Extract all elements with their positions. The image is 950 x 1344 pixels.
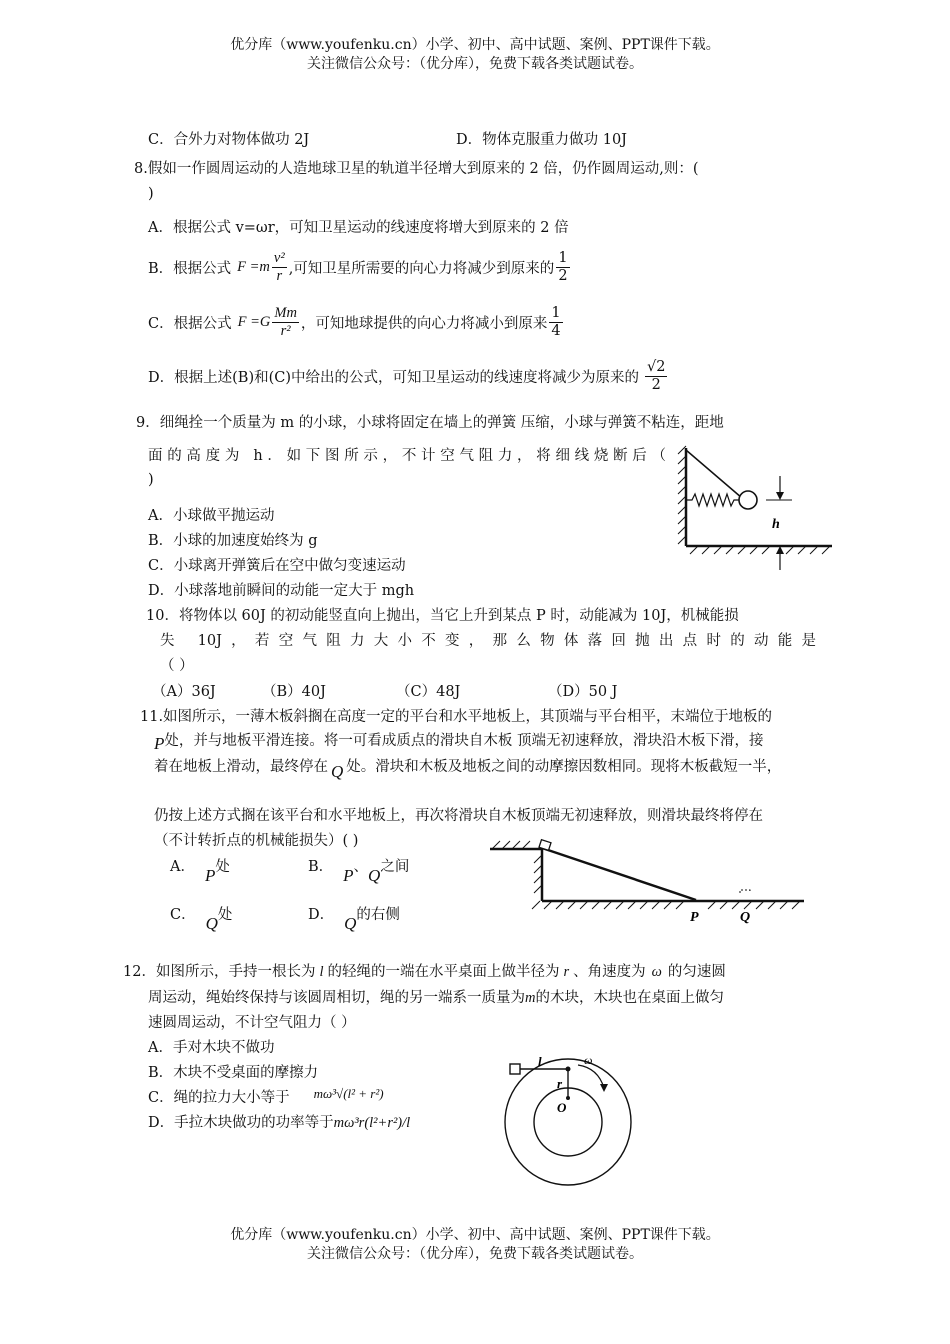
q7-option-c: C．合外力对物体做功 2J [148,132,310,148]
q12-label-l: l [538,1054,542,1069]
q9-option-c: C．小球离开弹簧后在空中做匀变速运动 [148,558,406,574]
footer-line-2: 关注微信公众号：（优分库），免费下载各类试题试卷。 [307,1246,643,1262]
q11-option-d [308,903,400,933]
q11-c-post: 处 [217,907,233,923]
q12-option-a: A．手对木块不做功 [148,1040,275,1056]
q8-c-den: r² [280,322,291,339]
q9-stem-line-2: 面的高度为 h．如下图所示，不计空气阻力，将细线烧断后（ [148,448,666,464]
q12-hand-point [566,1067,571,1072]
q10-stem-line-2: 失 10J，若空气阻力大小不变，那么物体落回抛出点时的动能是 [160,633,816,649]
q11-c-var: Q [205,914,218,933]
q12-var-l: l [319,964,324,980]
q11-a-var: P [204,866,216,885]
q11-a-post: 处 [215,859,230,875]
q8-b-pre: B．根据公式 [148,260,232,277]
q11-stem-line-3-pre: 着在地板上滑动，最终停在 [154,759,328,775]
q11-d-var: Q [344,914,357,933]
q8-c-ratio-num: 1 [551,304,561,321]
q12-center-point [566,1096,570,1100]
q9-label-h: h [772,517,780,532]
q12-stem2-a: 周运动，绳始终保持与该圆周相切，绳的另一端系一质量为 [148,990,525,1006]
q12-stem1-b: 的轻绳的一端在水平桌面上做半径为 [327,964,560,980]
q11-label-p: P [690,910,699,925]
q12-option-c [148,1086,384,1107]
q8-stem-end: ) [148,186,154,202]
q12-stem1-a: 12．如图所示，手持一根长为 [123,964,316,980]
q8-b-formula-fraction [272,250,287,285]
q10-option-a: （A）36J [152,684,216,700]
q8-option-b [148,246,572,288]
q12-stem-line-1 [123,960,726,981]
q8-c-formula-fraction [272,305,299,340]
q10-option-d: （D）50 J [548,684,618,700]
q9-stem-line-3: ) [148,472,154,488]
q8-d-ratio-num: √2 [647,358,666,375]
q9-option-b: B．小球的加速度始终为 g [148,533,318,549]
q10-stem-line-1: 10．将物体以 60J 的初动能竖直向上抛出，当它上升到某点 P 时，动能减为 10J，机械能损 [146,608,739,624]
q8-c-pre: C．根据公式 [148,315,232,332]
q11-c-pre: C． [170,907,196,923]
q12-stem2-b: 的木块，木块也在桌面上做匀 [535,990,724,1006]
q8-b-den: r [276,267,283,284]
q11-q-marker [740,890,750,893]
q7-option-d: D．物体克服重力做功 10J [456,132,627,148]
q12-stem1-d: 的匀速圆 [667,964,726,980]
q12-var-omega: ω [651,964,662,980]
q9-option-d: D．小球落地前瞬间的动能一定大于 mgh [148,583,415,599]
q8-c-formula-lhs: F =G [237,313,271,330]
q12-wood-block [510,1064,520,1074]
q8-d-ratio [645,359,667,394]
q11-board [542,848,696,900]
q9-option-a: A．小球做平抛运动 [148,508,275,524]
q9-ball [739,491,757,509]
q11-var-q: Q [331,762,344,781]
q12-stem-line-2 [148,986,724,1007]
q11-stem-line-3 [154,755,782,781]
q11-b-var1: P [343,866,354,885]
q11-b-pre: B． [308,859,334,875]
q11-stem-line-4: 仍按上述方式搁在该平台和水平地板上，再次将滑块自木板顶端无初速释放，则滑块最终将停在 [154,808,763,824]
q11-d-pre: D． [308,907,335,923]
q11-a-pre: A． [170,859,195,875]
q12-d-formula: mω³r(l²+r²)/l [333,1115,411,1131]
q10-option-b: （B）40J [262,684,326,700]
q9-spring [686,494,740,506]
q11-incline-figure [488,835,806,927]
q11-stem-line-5: （不计转折点的机械能损失）( ) [154,833,359,849]
q11-b-post: 之间 [380,859,410,875]
q11-b-sep: 、 [353,859,369,875]
q8-b-num: v² [273,249,285,266]
q12-label-o: O [557,1100,567,1115]
q9-stem-line-1: 9．细绳拴一个质量为 m 的小球，小球将固定在墙上的弹簧 压缩，小球与弹簧不粘连，距地 [136,415,724,431]
q12-var-r: r [563,964,570,980]
q12-option-b: B．木块不受桌面的摩擦力 [148,1065,319,1081]
q12-rotation-arrowhead [600,1084,608,1092]
footer-line-1: 优分库（www.youfenku.cn）小学、初中、高中试题、案例、PPT课件下载。 [230,1227,720,1243]
q9-height-arrowhead-down [776,492,784,500]
q11-option-b [308,855,410,885]
q8-c-ratio-den: 4 [551,322,561,339]
q8-option-c [148,301,565,343]
q8-d-pre: D．根据上述(B)和(C)中给出的公式，可知卫星运动的线速度将减少为原来的 [148,369,640,386]
q11-stem-line-1: 11.如图所示，一薄木板斜搁在高度一定的平台和水平地板上，其顶端与平台相平，末端位于地板的 [140,709,773,725]
q12-stem-line-3: 速圆周运动，不计空气阻力（ ） [148,1015,356,1031]
q12-c-formula: mω³√(l² + r²) [313,1086,384,1101]
q8-c-num: Mm [274,304,297,321]
q11-stem-line-3-post: 处。滑块和木板及地板之间的动摩擦因数相同。现将木板截短一半， [346,759,782,775]
q8-c-ratio [549,305,562,340]
q8-stem: 8.假如一作圆周运动的人造地球卫星的轨道半径增大到原来的 2 倍，仍作圆周运动,则：( [134,161,699,177]
q12-stem1-c: 、角速度为 [573,964,646,980]
q11-stem-line-2-text: 处，并与地板平滑连接。将一可看成质点的滑块自木板 顶端无初速释放，滑块沿木板下滑，接 [164,733,764,749]
q8-b-ratio [556,250,569,285]
q11-stem-line-2 [154,729,764,753]
q8-option-d [148,355,669,397]
q8-b-formula-lhs: F =m [237,258,270,275]
q8-b-ratio-num: 1 [558,249,568,266]
q9-spring-ball-figure [676,442,836,574]
q10-option-c: （C）48J [396,684,461,700]
q12-option-d [148,1111,410,1132]
q11-label-q: Q [740,910,751,925]
q11-d-post: 的右侧 [356,907,400,923]
header-line-1: 优分库（www.youfenku.cn）小学、初中、高中试题、案例、PPT课件下载。 [230,37,720,53]
q8-option-a: A．根据公式 v=ωr，可知卫星运动的线速度将增大到原来的 2 倍 [148,220,569,236]
q12-c-text: C．绳的拉力大小等于 [148,1090,290,1106]
q11-var-p: P [154,734,165,753]
q12-d-text: D．手拉木块做功的功率等于 [148,1115,334,1131]
q10-stem-line-3: （ ） [160,658,194,674]
q8-d-ratio-den: 2 [651,376,661,393]
header-line-2: 关注微信公众号：（优分库），免费下载各类试题试卷。 [307,56,643,72]
q12-var-m: m [525,990,536,1006]
q11-b-var2: Q [368,866,381,885]
q11-option-a [170,855,230,885]
q12-label-r: r [557,1076,563,1091]
q8-b-post: ,可知卫星所需要的向心力将减少到原来的 [288,260,555,277]
q8-c-post: ，可知地球提供的向心力将减小到原来 [300,315,548,332]
q8-b-ratio-den: 2 [558,267,568,284]
q11-option-c [170,903,233,933]
q12-circle-figure [500,1052,640,1192]
q9-string [686,450,742,498]
q12-label-omega: ω [584,1053,593,1067]
